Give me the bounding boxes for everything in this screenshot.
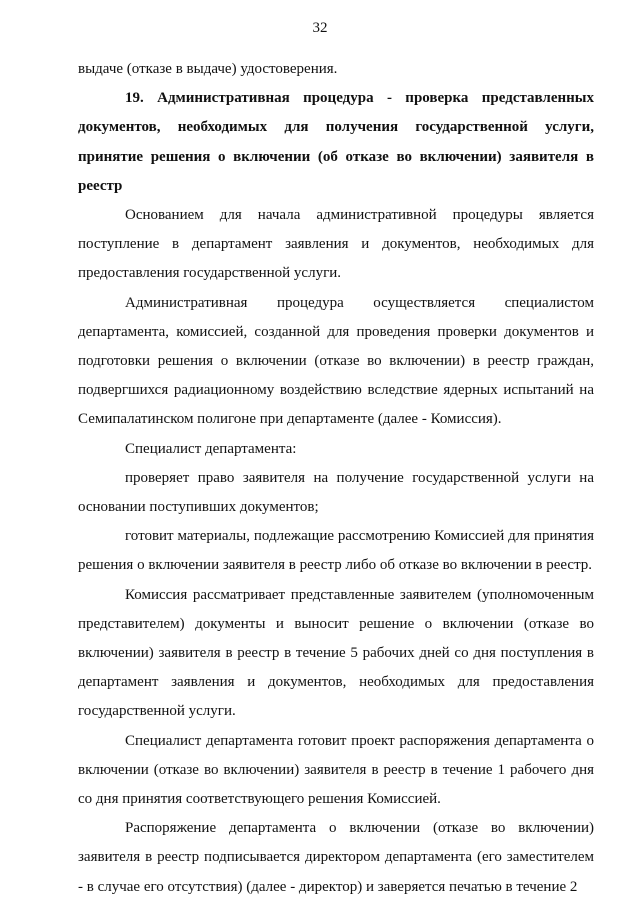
paragraph: Специалист департамента: [125,440,297,457]
paragraph: готовит материалы, подлежащие рассмотрению Комиссией для принятия решения о включении заявителя в реестр либо об отказе во включении в реестр. [78,528,594,574]
paragraph: Основанием для начала административной процедуры является поступление в департамент заявления и документов, необходимых для предоставления государственной услуги. [78,207,594,282]
paragraph: Специалист департамента готовит проект распоряжения департамента о включении (отказе во включении) заявителя в реестр в течение 1 рабочего дня со дня принятия соответствующего решения Комиссией. [78,732,594,808]
page-number: 32 [312,20,328,36]
paragraph: проверяет право заявителя на получение государственной услуги на основании поступивших документов; [78,469,594,516]
document-body [78,55,594,902]
paragraph-continuation: выдаче (отказе в выдаче) удостоверения. [78,61,338,77]
paragraph: Распоряжение департамента о включении (отказе во включении) заявителя в реестр подписывается директором департамента (его заместителем - в случае его отсутствия) (далее - директор) и заверяется печатью в течение 2 [78,820,594,895]
paragraph: Административная процедура осуществляется специалистом департамента, комиссией, созданной для проведения проверки документов и подготовки решения о включении (отказе во включении) в реестр граждан, подвергшихся радиационному воздействию вследствие ядерных испытаний на Семипалатинском полигоне при департаменте (далее - Комиссия). [78,294,594,428]
paragraph: Комиссия рассматривает представленные заявителем (уполномоченным представителем) документы и выносит решение о включении (отказе во включении) заявителя в реестр в течение 5 рабочих дней со дня поступления в департамент заявления и документов, необходимых для предоставления государственной услуги. [78,586,594,720]
section-heading: 19. Административная процедура - проверка представленных документов, необходимых для получения государственной услуги, принятие решения о включении (об отказе во включении) заявителя в реестр [78,90,594,194]
